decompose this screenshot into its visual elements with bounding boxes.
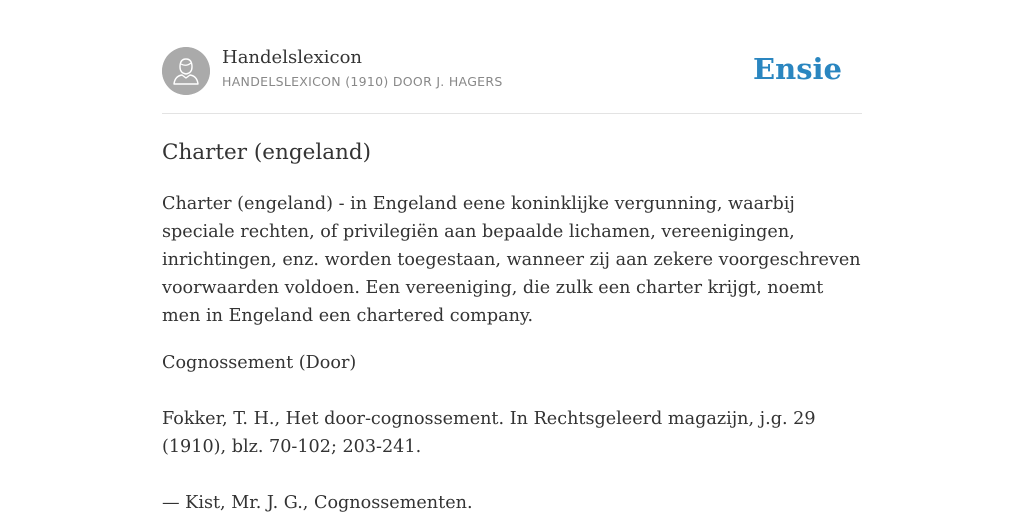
entry-card — [162, 0, 862, 512]
related-entry — [162, 349, 862, 512]
paragraph-spacer — [162, 461, 862, 489]
reference-text: — Kist, Mr. J. G., Cognossementen. — [162, 493, 473, 512]
header-divider — [162, 113, 862, 114]
user-icon — [162, 47, 210, 95]
paragraph-spacer — [162, 377, 862, 405]
reference-text: Fokker, T. H., Het door-cognossement. In Rechtsgeleerd magazijn, j.g. 29 (1910), blz. 70-102; 203-241. — [162, 409, 816, 457]
source-subtitle[interactable]: HANDELSLEXICON (1910) DOOR J. HAGERS — [222, 74, 503, 89]
entry-header — [162, 46, 862, 96]
related-heading: Cognossement (Door) — [162, 353, 357, 373]
brand-logo-link[interactable]: Ensie — [753, 52, 842, 86]
definition-text: Charter (engeland) - in Engeland eene koninklijke vergunning, waarbij speciale rechten, of privilegiën aan bepaalde lichamen, vereenigingen, inrichtingen, enz. worden toegestaan, wanneer zij aan zekere voorgeschreven voorwaarden voldoen. Een vereeniging, die zulk een charter krijgt, noemt men in Engeland een chartered company. — [162, 194, 861, 326]
source-title[interactable]: Handelslexicon — [222, 47, 363, 68]
page-title: Charter (engeland) — [162, 140, 372, 165]
